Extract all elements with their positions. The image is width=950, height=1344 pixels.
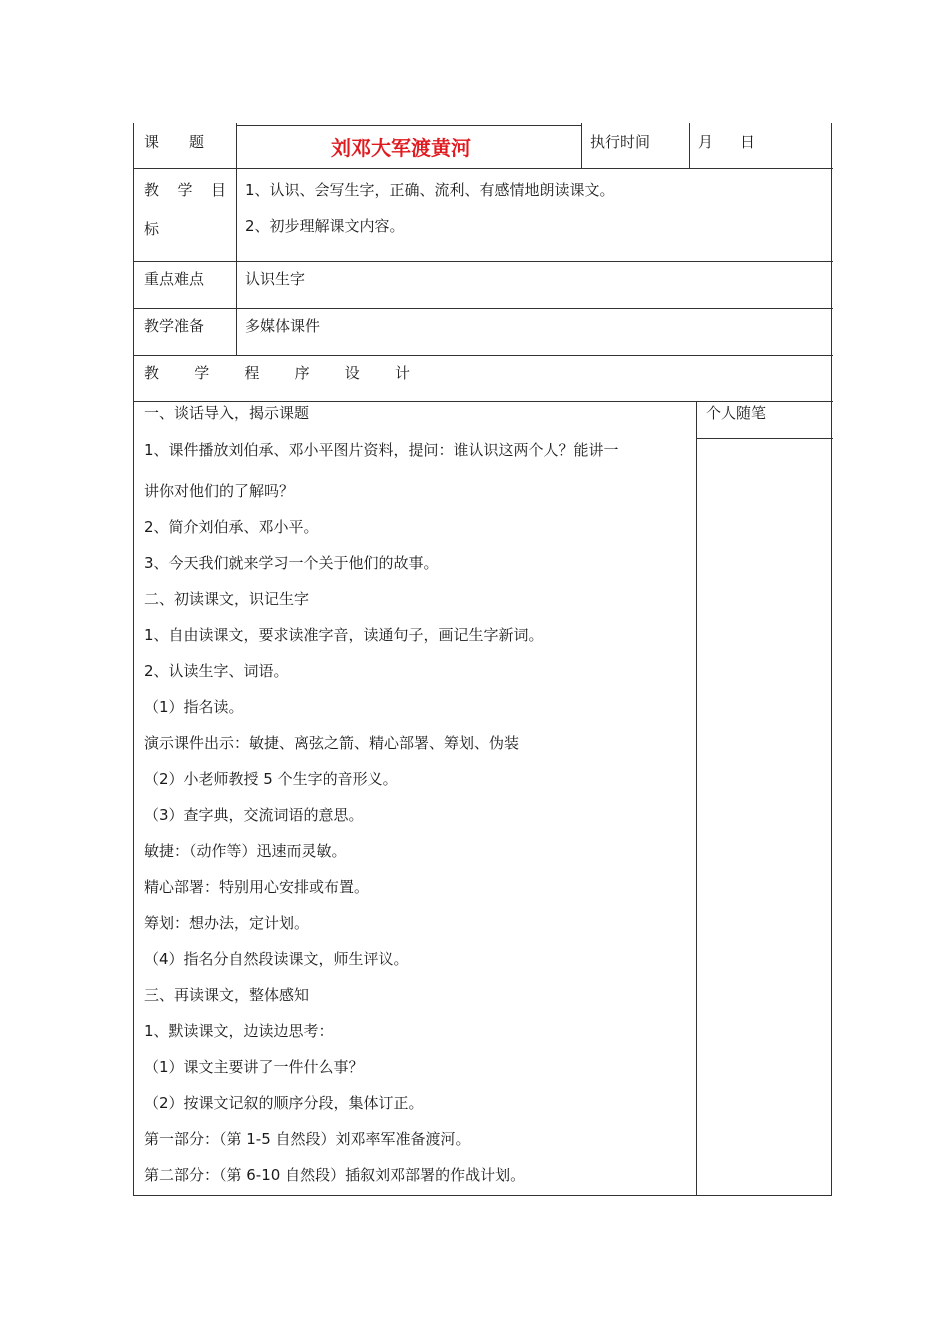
design-heading-char: 序 <box>294 364 310 382</box>
title-column-divider <box>581 123 582 168</box>
label-column-divider <box>236 123 237 355</box>
row-divider <box>134 355 833 356</box>
notes-header-divider <box>696 438 833 439</box>
key-points-label: 重点难点 <box>144 270 205 288</box>
design-heading-char: 教 <box>144 364 160 382</box>
month-label: 月 <box>698 133 714 151</box>
design-heading-char: 学 <box>194 364 210 382</box>
key-points-value: 认识生字 <box>245 270 306 288</box>
row-divider <box>134 168 833 169</box>
body-line: 2、认读生字、词语。 <box>144 662 289 680</box>
goals-label-line1 <box>144 181 226 199</box>
goals-label-line2: 标 <box>144 220 160 238</box>
design-heading-char: 计 <box>394 364 410 382</box>
body-line: 1、自由读课文，要求读准字音，读通句子，画记生字新词。 <box>144 626 544 644</box>
title-cell-top <box>236 125 581 126</box>
time-label: 执行时间 <box>590 133 651 151</box>
body-line: （1）课文主要讲了一件什么事？ <box>144 1058 364 1076</box>
body-line: 第二部分：（第 6-10 自然段）插叙刘邓部署的作战计划。 <box>144 1166 526 1184</box>
day-label: 日 <box>740 133 756 151</box>
body-line: 2、简介刘伯承、邓小平。 <box>144 518 319 536</box>
design-heading-char: 设 <box>344 364 360 382</box>
body-line: 精心部署：特别用心安排或布置。 <box>144 878 370 896</box>
body-line: 筹划：想办法，定计划。 <box>144 914 310 932</box>
body-line: （4）指名分自然段读课文，师生评议。 <box>144 950 409 968</box>
section-heading: 二、初读课文，识记生字 <box>144 590 310 608</box>
row-divider <box>134 261 833 262</box>
body-line: （2）小老师教授 5 个生字的音形义。 <box>144 770 398 788</box>
body-line: 1、默读课文，边读边思考： <box>144 1022 334 1040</box>
row-divider <box>134 401 833 402</box>
body-line: （1）指名读。 <box>144 698 244 716</box>
body-line: 讲你对他们的了解吗？ <box>144 482 295 500</box>
preparation-label: 教学准备 <box>144 317 205 335</box>
section-heading: 三、再读课文，整体感知 <box>144 986 310 1004</box>
goal-item: 2、初步理解课文内容。 <box>245 217 405 235</box>
body-line: 演示课件出示：敏捷、离弦之箭、精心部署、筹划、伪装 <box>144 734 520 752</box>
notes-column-divider <box>696 401 697 1196</box>
goals-label-char: 教 <box>144 181 160 199</box>
design-heading-char: 程 <box>244 364 260 382</box>
goals-label-char: 学 <box>177 181 193 199</box>
topic-label: 课 题 <box>144 133 205 151</box>
body-line: 3、今天我们就来学习一个关于他们的故事。 <box>144 554 439 572</box>
body-line: 第一部分：（第 1-5 自然段）刘邓率军准备渡河。 <box>144 1130 471 1148</box>
goal-item: 1、认识、会写生字，正确、流利、有感情地朗读课文。 <box>245 181 615 199</box>
design-heading <box>144 364 410 382</box>
body-line: （3）查字典，交流词语的意思。 <box>144 806 364 824</box>
preparation-value: 多媒体课件 <box>245 317 321 335</box>
time-column-divider <box>689 123 690 168</box>
lesson-title: 刘邓大军渡黄河 <box>331 136 471 160</box>
section-heading: 一、谈话导入，揭示课题 <box>144 404 310 422</box>
goals-label-char: 目 <box>210 181 226 199</box>
body-line: 1、课件播放刘伯承、邓小平图片资料，提问：谁认识这两个人？能讲一 <box>144 441 619 459</box>
body-line: （2）按课文记叙的顺序分段，集体订正。 <box>144 1094 424 1112</box>
row-divider <box>134 308 833 309</box>
notes-label: 个人随笔 <box>706 404 767 422</box>
body-line: 敏捷：（动作等）迅速而灵敏。 <box>144 842 347 860</box>
